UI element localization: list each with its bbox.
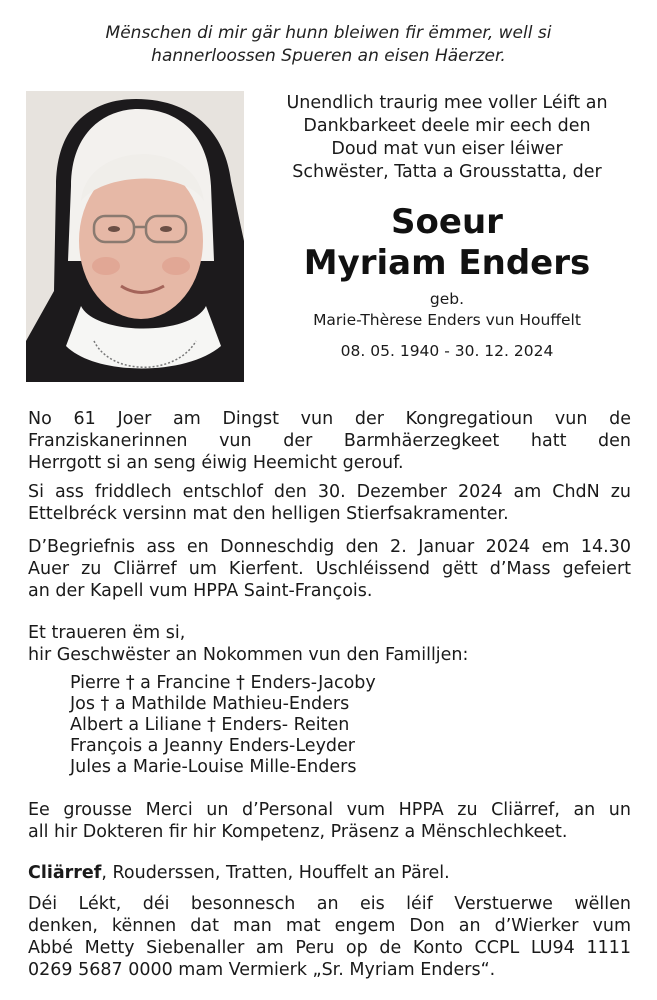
places-rest: , Rouderssen, Tratten, Houffelt an Pärel. (101, 863, 450, 883)
paragraph-line: all hir Dokteren fir hir Kompetenz, Präsenz a Mënschlechkeet. (28, 822, 568, 842)
family-entry: François a Jeanny Enders-Leyder (70, 736, 355, 756)
epigraph-quote (0, 22, 657, 68)
place-bold: Cliärref (28, 863, 102, 883)
intro-line: Schwëster, Tatta a Grousstatta, der (292, 162, 602, 182)
mourners-line: hir Geschwëster an Nokommen vun den Familljen: (28, 645, 469, 665)
paragraph-thanks (28, 799, 631, 843)
portrait-photo (26, 91, 244, 382)
paragraph-line: Déi Lékt, déi besonnesch an eis léif Verstuerwe wëllen (28, 894, 631, 914)
paragraph-line: Ee grousse Merci un d’Personal vum HPPA zu Cliärref, an un (28, 800, 631, 820)
paragraph-line: Franziskanerinnen vun der Barmhäerzegkeet hatt den (28, 431, 631, 451)
paragraph-line: Herrgott si an seng éiwig Heemicht gerouf. (28, 453, 404, 473)
intro-line: Unendlich traurig mee voller Léift an (286, 93, 608, 113)
paragraph-line: No 61 Joer am Dingst vun der Kongregatioun vun de (28, 409, 631, 429)
paragraph-line: Ettelbréck versinn mat den helligen Stierfsakramenter. (28, 504, 509, 524)
mourners-line: Et traueren ëm si, (28, 623, 186, 643)
life-dates: 08. 05. 1940 - 30. 12. 2024 (340, 342, 554, 360)
places-line (28, 862, 631, 884)
deceased-title: Soeur (391, 202, 503, 242)
quote-line: hannerloossen Spueren an eisen Häerzer. (151, 46, 506, 66)
paragraph-line: Abbé Metty Siebenaller am Peru op de Konto CCPL LU94 1111 (28, 938, 631, 958)
intro-line: Doud mat vun eiser léiwer (331, 139, 563, 159)
paragraph-donation (28, 893, 631, 981)
birth-name: Marie-Thèrese Enders vun Houffelt (313, 311, 581, 329)
family-entry: Albert a Liliane † Enders- Reiten (70, 715, 350, 735)
quote-line: Mënschen di mir gär hunn bleiwen fir ëmmer, well si (105, 23, 552, 43)
paragraph-line: 0269 5687 0000 mam Vermierk „Sr. Myriam Enders“. (28, 960, 496, 980)
family-entry: Jules a Marie-Louise Mille-Enders (70, 757, 357, 777)
mourners-intro (28, 622, 631, 666)
paragraph-line: Si ass friddlech entschlof den 30. Dezember 2024 am ChdN zu (28, 482, 631, 502)
family-entry: Pierre † a Francine † Enders-Jacoby (70, 673, 376, 693)
paragraph-funeral (28, 536, 631, 602)
paragraph-line: D’Begriefnis ass en Donneschdig den 2. Januar 2024 em 14.30 (28, 537, 631, 557)
intro-line: Dankbarkeet deele mir eech den (303, 116, 591, 136)
paragraph-line: Auer zu Cliärref um Kierfent. Uschléissend gëtt d’Mass gefeiert (28, 559, 631, 579)
born-label: geb. (429, 290, 465, 308)
paragraph-congregation (28, 408, 631, 474)
family-list (70, 673, 376, 778)
deceased-name: Myriam Enders (303, 243, 591, 283)
family-entry: Jos † a Mathilde Mathieu-Enders (70, 694, 350, 714)
paragraph-line: denken, kënnen dat man mat engem Don an d’Wierker vum (28, 916, 631, 936)
paragraph-death (28, 481, 631, 525)
announcement-intro (262, 92, 632, 184)
paragraph-line: an der Kapell vum HPPA Saint-François. (28, 581, 373, 601)
